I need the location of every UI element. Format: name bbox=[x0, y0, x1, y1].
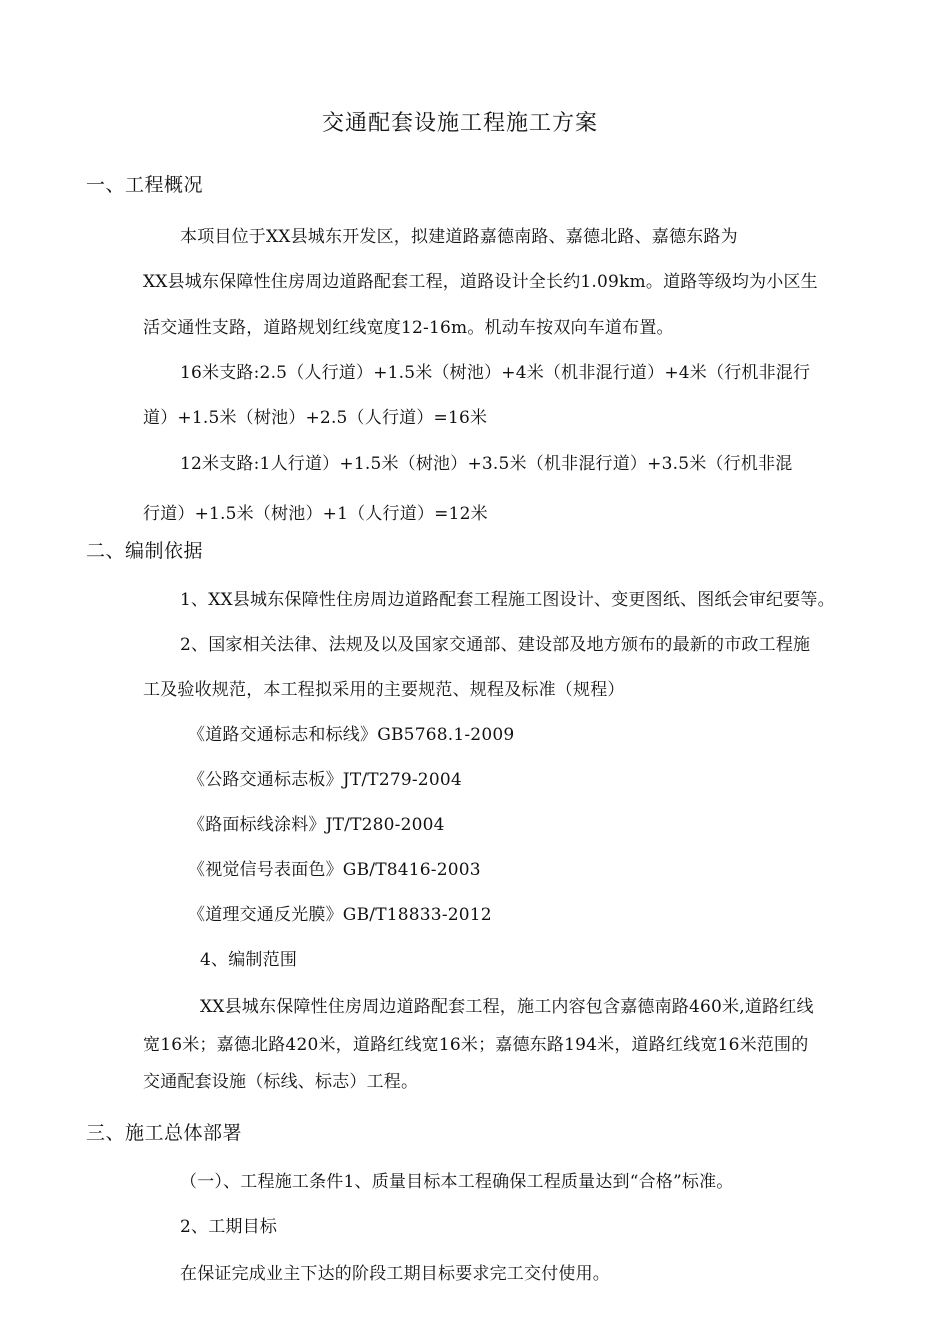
standard-item: 《道理交通反光膜》GB/T18833-2012 bbox=[188, 905, 492, 925]
section-heading-basis: 二、编制依据 bbox=[86, 540, 204, 562]
section-heading-overview: 一、工程概况 bbox=[86, 174, 204, 196]
standard-item: 《路面标线涂料》JT/T280-2004 bbox=[188, 815, 445, 835]
paragraph-line: 行道）+1.5米（树池）+1（人行道）=12米 bbox=[143, 504, 488, 524]
paragraph-line: 本项目位于XX县城东开发区，拟建道路嘉德南路、嘉德北路、嘉德东路为 bbox=[180, 227, 738, 247]
paragraph-line: 2、工期目标 bbox=[180, 1217, 278, 1237]
paragraph-line: XX县城东保障性住房周边道路配套工程，道路设计全长约1.09km。道路等级均为小区生 bbox=[143, 272, 818, 292]
paragraph-line: （一）、工程施工条件1、质量目标本工程确保工程质量达到“合格”标准。 bbox=[180, 1172, 734, 1192]
paragraph-line: 道）+1.5米（树池）+2.5（人行道）=16米 bbox=[143, 408, 488, 428]
document-title: 交通配套设施工程施工方案 bbox=[322, 111, 599, 136]
subheading-scope: 4、编制范围 bbox=[200, 950, 298, 970]
standard-item: 《道路交通标志和标线》GB5768.1-2009 bbox=[188, 725, 515, 745]
standard-item: 《公路交通标志板》JT/T279-2004 bbox=[188, 770, 462, 790]
paragraph-line: 在保证完成业主下达的阶段工期目标要求完工交付使用。 bbox=[180, 1264, 610, 1284]
paragraph-line: 16米支路:2.5（人行道）+1.5米（树池）+4米（机非混行道）+4米（行机非混行 bbox=[180, 363, 811, 383]
paragraph-line: 12米支路:1人行道）+1.5米（树池）+3.5米（机非混行道）+3.5米（行机非混 bbox=[180, 454, 793, 474]
paragraph-line: XX县城东保障性住房周边道路配套工程，施工内容包含嘉德南路460米,道路红线 bbox=[200, 997, 814, 1017]
list-item: 2、国家相关法律、法规及以及国家交通部、建设部及地方颁布的最新的市政工程施 bbox=[180, 635, 811, 655]
paragraph-line: 宽16米；嘉德北路420米，道路红线宽16米；嘉德东路194米，道路红线宽16米范围的 bbox=[143, 1035, 809, 1055]
standard-item: 《视觉信号表面色》GB/T8416-2003 bbox=[188, 860, 481, 880]
section-heading-deployment: 三、施工总体部署 bbox=[86, 1122, 243, 1144]
list-item: 1、XX县城东保障性住房周边道路配套工程施工图设计、变更图纸、图纸会审纪要等。 bbox=[180, 590, 835, 610]
list-item: 工及验收规范，本工程拟采用的主要规范、规程及标准（规程） bbox=[143, 680, 625, 700]
paragraph-line: 交通配套设施（标线、标志）工程。 bbox=[143, 1072, 419, 1092]
paragraph-line: 活交通性支路，道路规划红线宽度12-16m。机动车按双向车道布置。 bbox=[143, 318, 674, 338]
